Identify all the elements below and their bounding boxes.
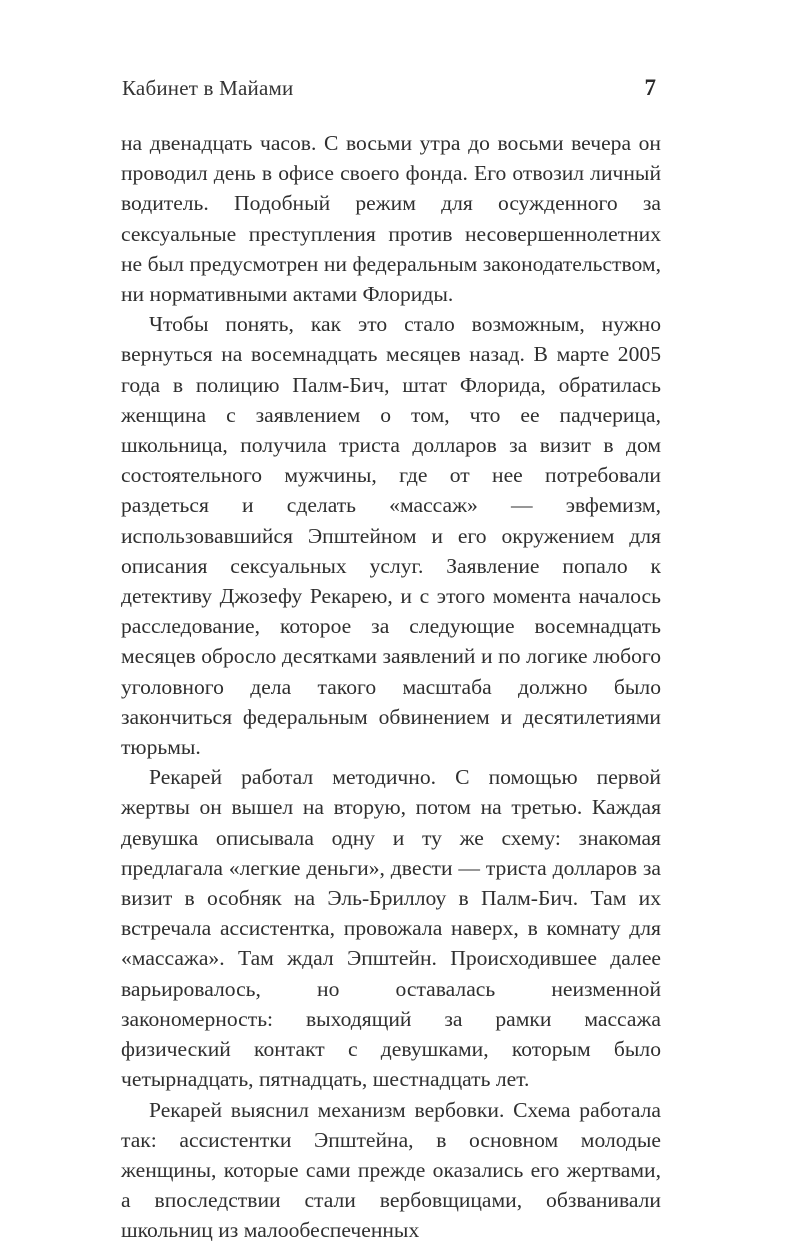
paragraph: Чтобы понять, как это стало возможным, нужно вернуться на восемнадцать месяцев назад. В марте 2005 года в полицию Палм-Бич, штат Флорида, обратилась женщина с заявлением о том, что ее падчерица, школьница, получила триста долларов за визит в дом состоятельного мужчины, где от нее потребовали раздеться и сделать «массаж» — эвфемизм, использовавшийся Эпштейном и его окружением для описания сексуальных услуг. Заявление попало к детективу Джозефу Рекарею, и с этого момента началось расследование, которое за следующие восемнадцать месяцев обросло десятками заявлений и по логике любого уголовного дела такого масштаба должно было закончиться федеральным обвинением и десятилетиями тюрьмы.: [121, 312, 661, 760]
paragraph: Рекарей работал методично. С помощью первой жертвы он вышел на вторую, потом на третью. Каждая девушка описывала одну и ту же схему: знакомая предлагала «легкие деньги», двести — триста долларов за визит в особняк на Эль-Бриллоу в Палм-Бич. Там их встречала ассистентка, провожала наверх, в комнату для «массажа». Там ждал Эпштейн. Происходившее далее варьировалось, но оставалась неизменной закономерность: выходящий за рамки массажа физический контакт с девушками, которым было четырнадцать, пятнадцать, шестнадцать лет.: [121, 765, 661, 1092]
body-text: [121, 128, 661, 1246]
running-head: [122, 76, 658, 106]
page-number: 7: [644, 75, 656, 100]
paragraph-continued: на двенадцать часов. С восьми утра до восьми вечера он проводил день в офисе своего фонда. Его отвозил личный водитель. Подобный режим для осужденного за сексуальные преступления против несовершеннолетних не был предусмотрен ни федеральным законодательством, ни нормативными актами Флориды.: [121, 131, 661, 307]
chapter-title: Кабинет в Майами: [122, 76, 294, 100]
paragraph: Рекарей выяснил механизм вербовки. Схема работала так: ассистентки Эпштейна, в основном молодые женщины, которые сами прежде оказались его жертвами, а впоследствии стали вербовщицами, обзванивали школьниц из малообеспеченных: [121, 1097, 661, 1243]
